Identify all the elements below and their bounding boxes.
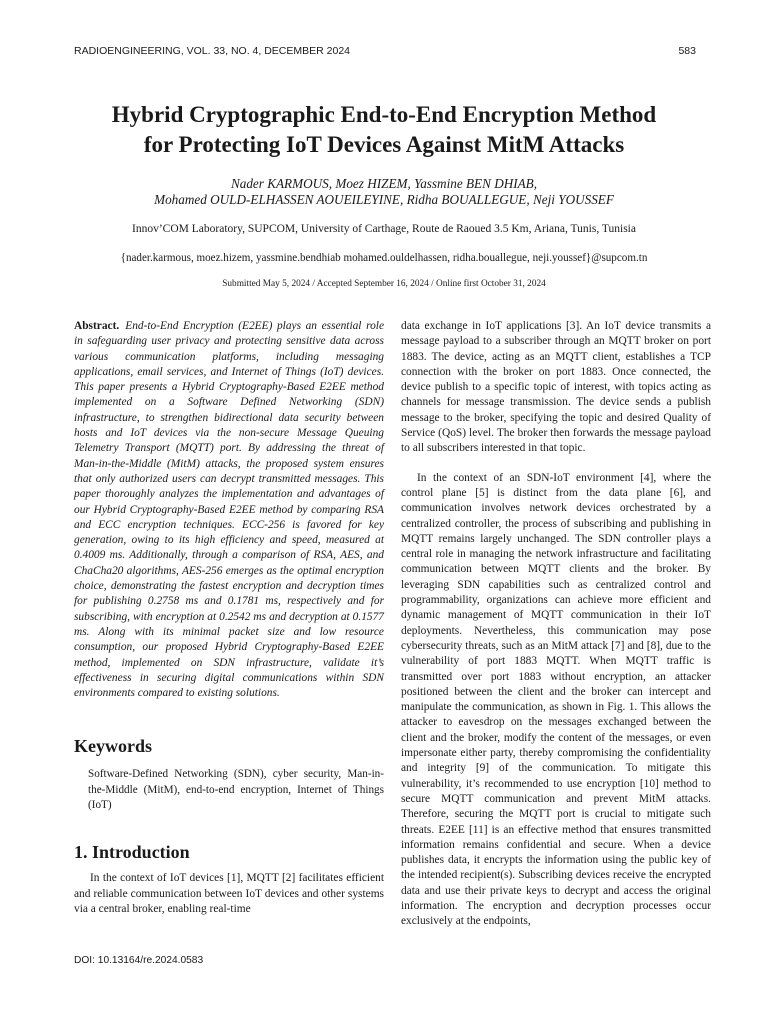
introduction-heading: 1. Introduction — [74, 842, 190, 863]
authors-line-2: Mohamed OULD-ELHASSEN AOUEILEYINE, Ridha BOUALLEGUE, Neji YOUSSEF — [154, 192, 614, 207]
abstract — [74, 319, 384, 701]
page-number: 583 — [678, 45, 696, 57]
authors-line-1: Nader KARMOUS, Moez HIZEM, Yassmine BEN DHIAB, — [230, 176, 538, 191]
affiliation: Innov’COM Laboratory, SUPCOM, University of Carthage, Route de Raoued 3.5 Km, Ariana, Tunis, Tunisia — [132, 223, 636, 235]
paper-title — [40, 100, 728, 160]
intro-paragraph-1-continued: data exchange in IoT applications [3]. An IoT device transmits a message payload to a subscriber through an MQTT broker on port 1883. The device, acting as an MQTT client, establishes a TCP connection with the broker on port 1883. Once connected, the device publish to a specific topic of interest, with topics acting as channels for message transmission. The device sends a publish message to the broker, specifying the topic and desired Quality of Service (QoS) level. The broker then forwards the message payload to all subscribers interested in that topic. — [401, 320, 711, 455]
keywords-text: Software-Defined Networking (SDN), cyber security, Man-in-the-Middle (MitM), end-to-end encryption, Internet of Things (IoT) — [88, 768, 384, 812]
abstract-label: Abstract. — [74, 320, 120, 332]
author-list — [40, 176, 728, 208]
keywords-heading: Keywords — [74, 736, 152, 757]
doi[interactable]: DOI: 10.13164/re.2024.0583 — [74, 955, 204, 966]
title-line-2: for Protecting IoT Devices Against MitM Attacks — [143, 132, 625, 157]
intro-paragraph-2: In the context of an SDN-IoT environment [4], where the control plane [5] is distinct from the data plane [6], and communication involves network devices orchestrated by a centralized controller, the process of subscribing and publishing in MQTT remains largely unchanged. The SDN controller plays a central role in managing the network infrastructure and facilitating communication between MQTT clients and the broker. By leveraging SDN capabilities such as centralized control and programmability, organizations can achieve more efficient and dynamic management of MQTT communication in their IoT deployments. Nevertheless, this communication may pose cybersecurity threats, such as an MitM attack [7] and [8], due to the vulnerability of port 1883 MQTT. When MQTT traffic is transmitted over port 1883 without encryption, an attacker positioned between the client and the broker can intercept and manipulate the communication, as shown in Fig. 1. This allows the attacker to eavesdrop on the messages exchanged between the client and the broker, modify the content of the messages, or even impersonate either party, thereby compromising the confidentiality and integrity [9] of the communication. To mitigate this vulnerability, it’s recommended to use encryption [10] method to secure MQTT communication and prevent MitM attacks. Therefore, securing the MQTT port is crucial to mitigate such threats. E2EE [11] is an effective method that ensures transmitted information remains confidential and secure. When a device publishes data, it encrypts the information using the public key of the intended recipient(s). Subscribing devices receive the encrypted data and use their private keys to decrypt and access the original information. The encryption and decryption processes occur exclusively at the endpoints, — [401, 471, 711, 928]
left-column — [74, 319, 384, 917]
right-column — [401, 319, 711, 930]
abstract-text: End-to-End Encryption (E2EE) plays an essential role in safeguarding user privacy and protecting sensitive data across various communication platforms, including messaging applications, email services, and Internet of Things (IoT) devices. This paper presents a Hybrid Cryptography-Based E2EE method implemented on a Software Defined Networking (SDN) infrastructure, to strengthen bidirectional data security between hosts and IoT devices via the non-secure Message Queuing Telemetry Transport (MQTT) port. By addressing the threat of Man-in-the-Middle (MitM) attacks, the proposed system ensures that only authorized users can decrypt transmitted messages. This paper thoroughly analyzes the implementation and advantages of our Hybrid Cryptography-Based E2EE method by comparing RSA and ECC encryption techniques. ECC-256 is favored for key generation, owing to its high efficiency and speed, measured at 0.4009 ms. Additionally, through a comparison of RSA, AES, and ChaCha20 algorithms, AES-256 emerges as the optimal encryption choice, demonstrating the fastest encryption and decryption times for publishing 0.2758 ms and 0.1781 ms, respectively and for subscribing, with encryption at 0.2542 ms and decryption at 0.1577 ms. Along with its minimal packet size and low resource consumption, our proposed Hybrid Cryptography-Based E2EE method, implemented on SDN infrastructure, validate it’s effectiveness in securing digital communications within SDN environments compared to existing solutions. — [74, 320, 384, 700]
running-header — [74, 45, 696, 57]
author-emails: {nader.karmous, moez.hizem, yassmine.bendhiab mohamed.ouldelhassen, ridha.bouallegue, neji.youssef}@supcom.tn — [120, 252, 648, 264]
title-line-1: Hybrid Cryptographic End-to-End Encryption Method — [111, 102, 657, 127]
intro-paragraph-1-start: In the context of IoT devices [1], MQTT [2] facilitates efficient and reliable communication between IoT devices and other systems via a central broker, enabling real-time — [74, 872, 384, 915]
submission-dates: Submitted May 5, 2024 / Accepted September 16, 2024 / Online first October 31, 2024 — [222, 279, 546, 289]
journal-name: RADIOENGINEERING, VOL. 33, NO. 4, DECEMBER 2024 — [74, 45, 350, 57]
